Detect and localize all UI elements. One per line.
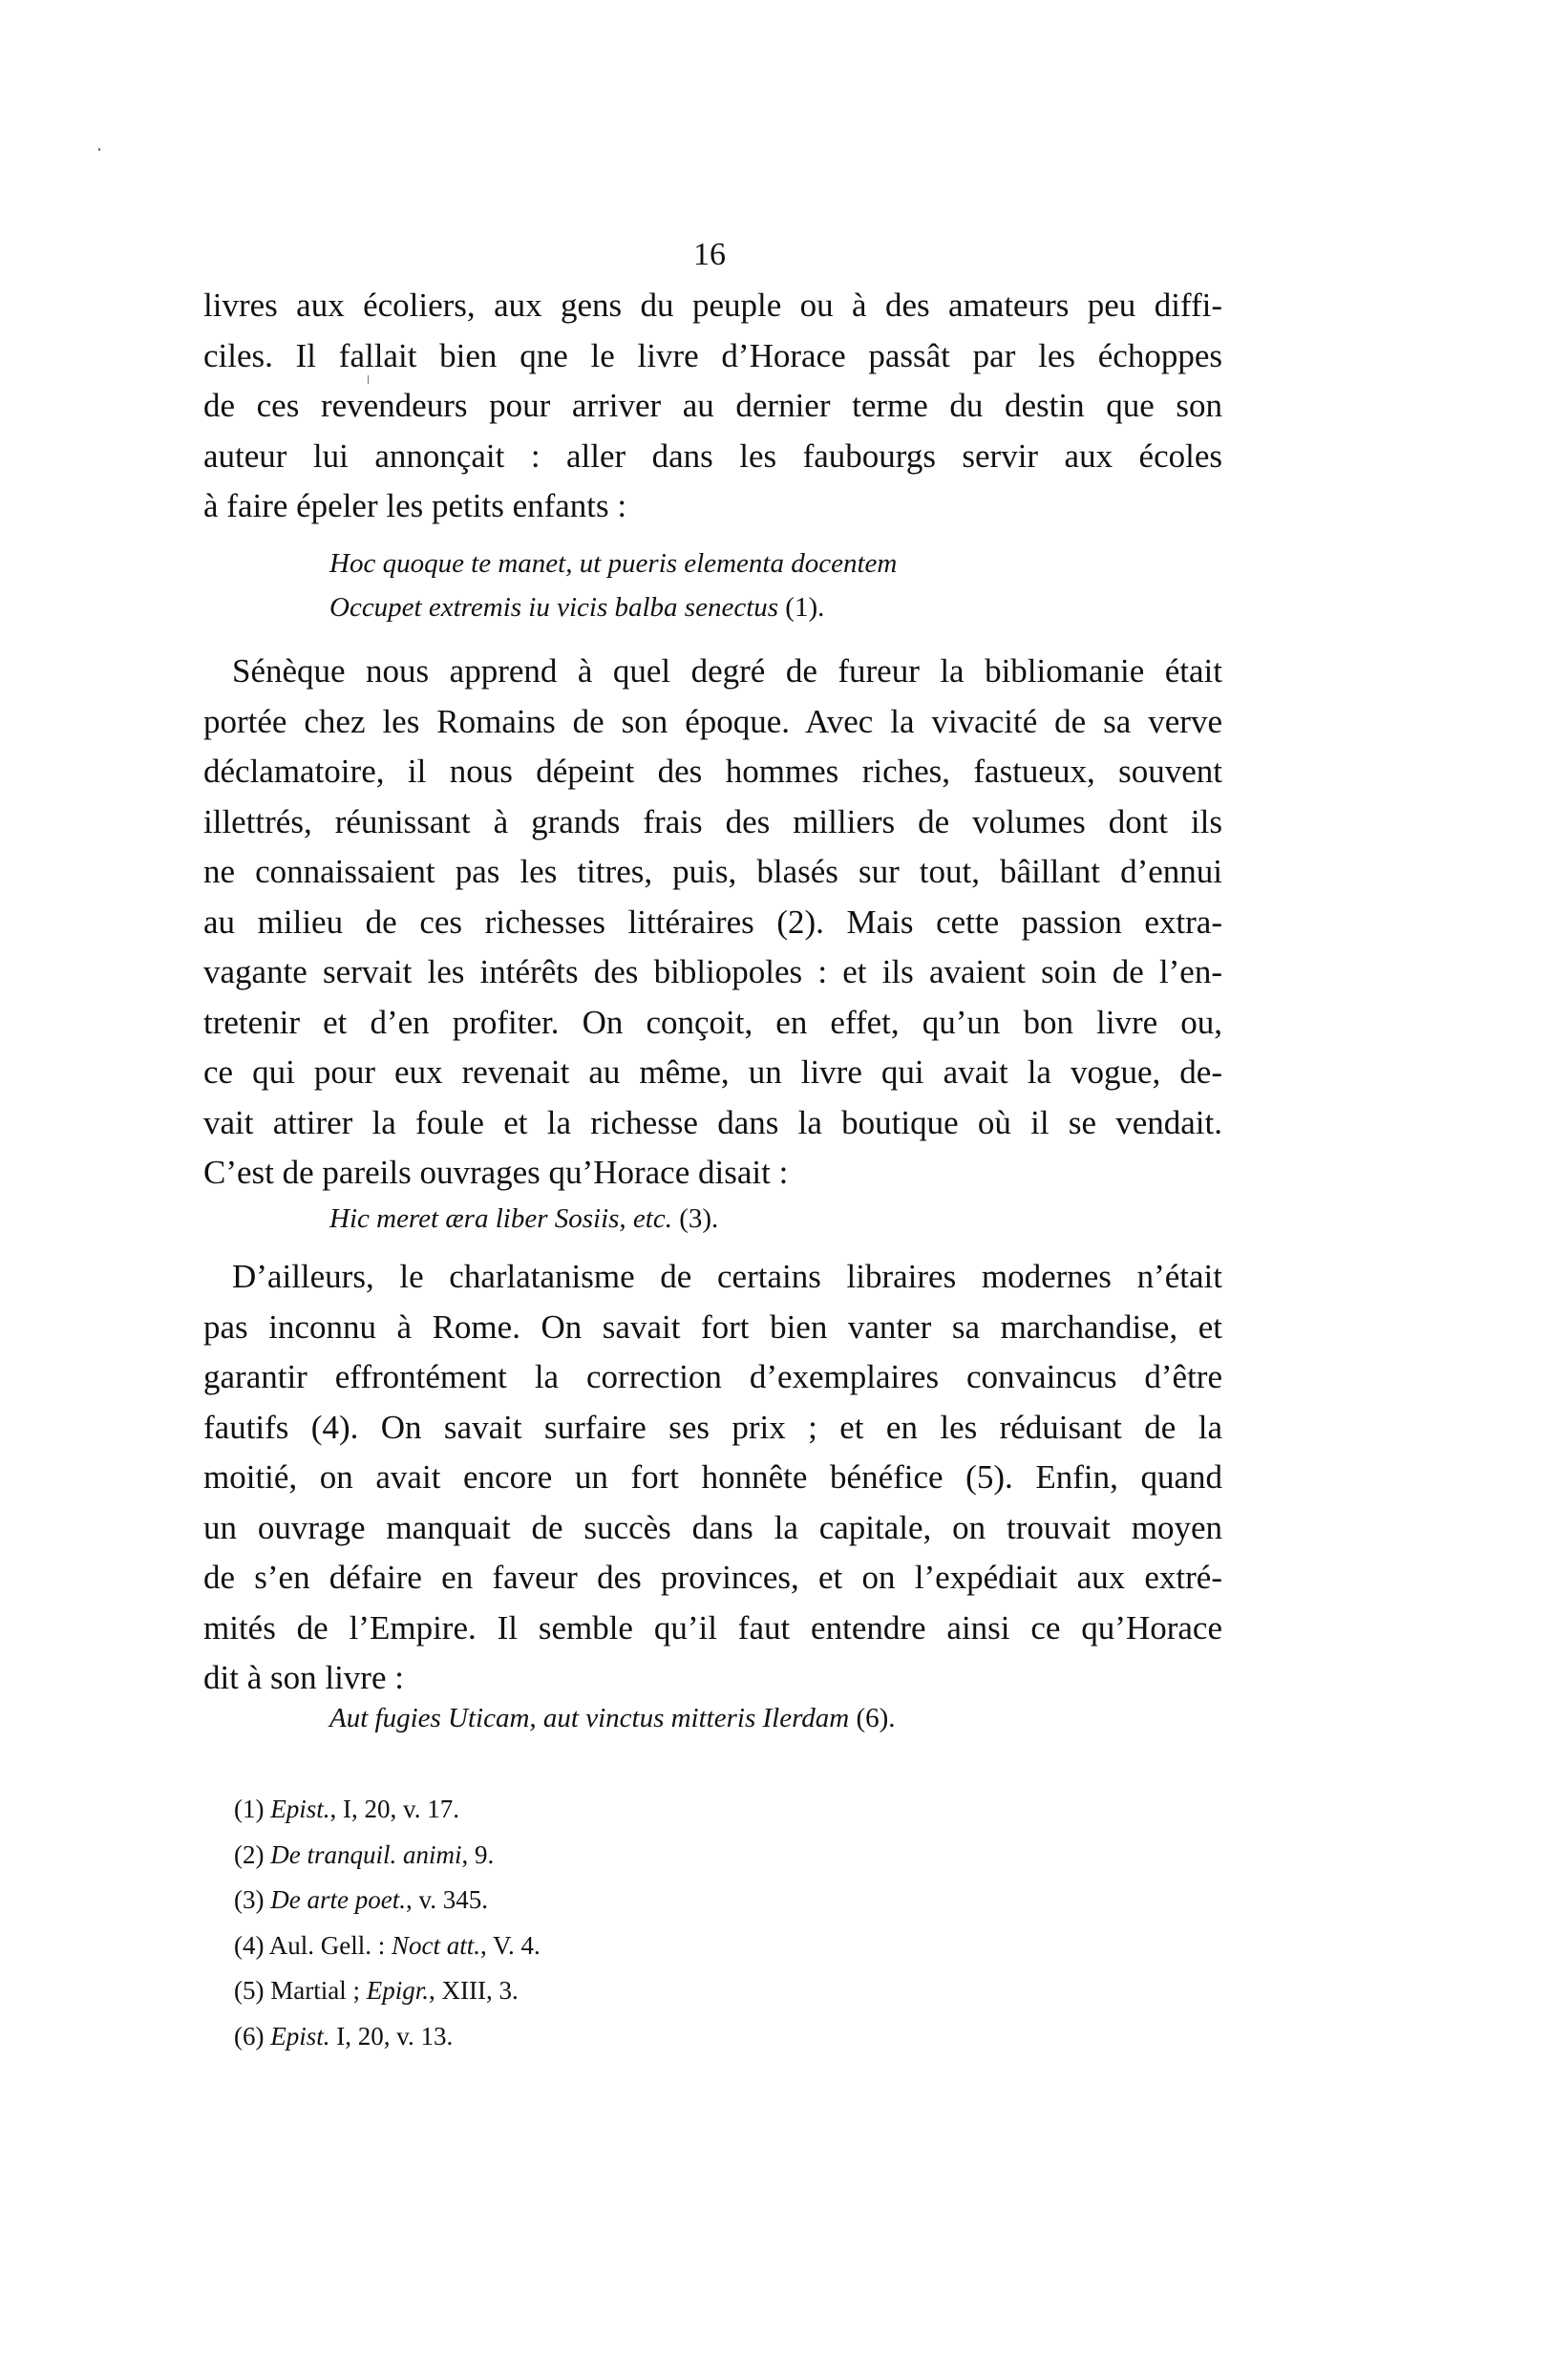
text-line: vagante servait les intérêts des bibliopoles : et ils avaient soin de l’en- — [203, 953, 1222, 990]
footnote-title: De tranquil. animi — [270, 1839, 462, 1869]
text-line: pas inconnu à Rome. On savait fort bien vanter sa marchandise, et — [203, 1307, 1222, 1346]
footnote-text: Martial ; — [270, 1976, 367, 2005]
verse-line — [329, 1202, 718, 1235]
footnote-title: Epist. — [270, 2021, 330, 2051]
verse-line — [329, 591, 824, 624]
text-line: D’ailleurs, le charlatanisme de certains libraires modernes n’était — [232, 1258, 1222, 1295]
page-number: 16 — [693, 237, 726, 272]
footnote-number: (6) — [234, 2021, 271, 2051]
footnote-ref: (1). — [778, 592, 825, 623]
footnote-text: , I, 20, v. 17. — [329, 1795, 459, 1823]
text-line: C’est de pareils ouvrages qu’Horace disait : — [203, 1154, 789, 1191]
footnote-number: (5) — [234, 1976, 271, 2005]
footnote-number: (4) — [234, 1930, 269, 1960]
text-line: ciles. Il fallait bien qne le livre d’Horace passât par les échoppes — [203, 336, 1222, 374]
footnote-text: Aul. Gell. : — [268, 1930, 392, 1960]
footnote-title: De arte poet. — [270, 1885, 406, 1914]
text-line: garantir effrontément la correction d’exemplaires convaincus d’être — [203, 1358, 1222, 1395]
footnote-text: , V. 4. — [480, 1930, 541, 1960]
text-line: tretenir et d’en profiter. On conçoit, en effet, qu’un bon livre ou, — [203, 1003, 1222, 1041]
footnote-text: , v. 345. — [405, 1885, 488, 1914]
verse-line — [329, 1702, 896, 1734]
text-line: mités de l’Empire. Il semble qu’il faut entendre ainsi ce qu’Horace — [203, 1608, 1222, 1647]
footnote-ref: (6). — [849, 1703, 896, 1733]
text-line: vait attirer la foule et la richesse dans la boutique où il se vendait. — [203, 1103, 1222, 1141]
scan-speck — [368, 375, 369, 384]
text-line: portée chez les Romains de son époque. Avec la vivacité de sa verve — [203, 702, 1222, 740]
text-line: ce qui pour eux revenait au même, un livre qui avait la vogue, de- — [203, 1053, 1222, 1091]
text-line: de s’en défaire en faveur des provinces, et on l’expédiait aux extré- — [203, 1559, 1222, 1596]
text-line: un ouvrage manquait de succès dans la capitale, on trouvait moyen — [203, 1508, 1222, 1546]
footnote — [234, 1930, 541, 1961]
footnote-text: I, 20, v. 13. — [329, 2021, 454, 2051]
text-line: au milieu de ces richesses littéraires (2). Mais cette passion extra- — [203, 903, 1222, 941]
footnote-number: (3) — [234, 1885, 271, 1914]
text-line: déclamatoire, il nous dépeint des hommes riches, fastueux, souvent — [203, 753, 1222, 790]
footnote-title: Noct att. — [392, 1930, 480, 1960]
footnote-number: (2) — [234, 1839, 271, 1869]
text-line: à faire épeler les petits enfants : — [203, 487, 627, 524]
footnote — [234, 1794, 459, 1824]
verse-text: Hoc quoque te manet, ut pueris elementa docentem — [329, 548, 898, 579]
text-line: livres aux écoliers, aux gens du peuple ou à des amateurs peu diffi- — [203, 287, 1222, 324]
verse-line — [329, 547, 897, 580]
footnote — [234, 1884, 488, 1915]
footnote-ref: (3). — [671, 1203, 719, 1234]
text-line: ne connaissaient pas les titres, puis, blasés sur tout, bâillant d’ennui — [203, 853, 1222, 890]
text-line: fautifs (4). On savait surfaire ses prix ; et en les réduisant de la — [203, 1408, 1222, 1446]
verse-text: Hic meret æra liber Sosiis, etc. — [329, 1203, 672, 1234]
verse-text: Aut fugies Uticam, aut vinctus mitteris Ilerdam — [329, 1703, 850, 1733]
footnote-number: (1) — [234, 1795, 271, 1823]
text-line: de ces revendeurs pour arriver au dernier terme du destin que son — [203, 387, 1222, 424]
footnote — [234, 2021, 453, 2051]
footnote-title: Epist. — [270, 1795, 330, 1823]
text-line: dit à son livre : — [203, 1659, 404, 1696]
text-line: illettrés, réunissant à grands frais des milliers de volumes dont ils — [203, 802, 1222, 840]
footnote-title: Epigr. — [366, 1976, 429, 2005]
text-line: Sénèque nous apprend à quel degré de fureur la bibliomanie était — [232, 652, 1222, 690]
scan-speck — [98, 148, 100, 151]
footnote-text: , 9. — [461, 1839, 495, 1869]
verse-text: Occupet extremis iu vicis balba senectus — [329, 592, 779, 623]
footnote — [234, 1839, 494, 1870]
text-line: moitié, on avait encore un fort honnête bénéfice (5). Enfin, quand — [203, 1458, 1222, 1496]
footnote-text: , XIII, 3. — [428, 1976, 519, 2005]
footnote — [234, 1975, 519, 2006]
text-line: auteur lui annonçait : aller dans les faubourgs servir aux écoles — [203, 436, 1222, 475]
